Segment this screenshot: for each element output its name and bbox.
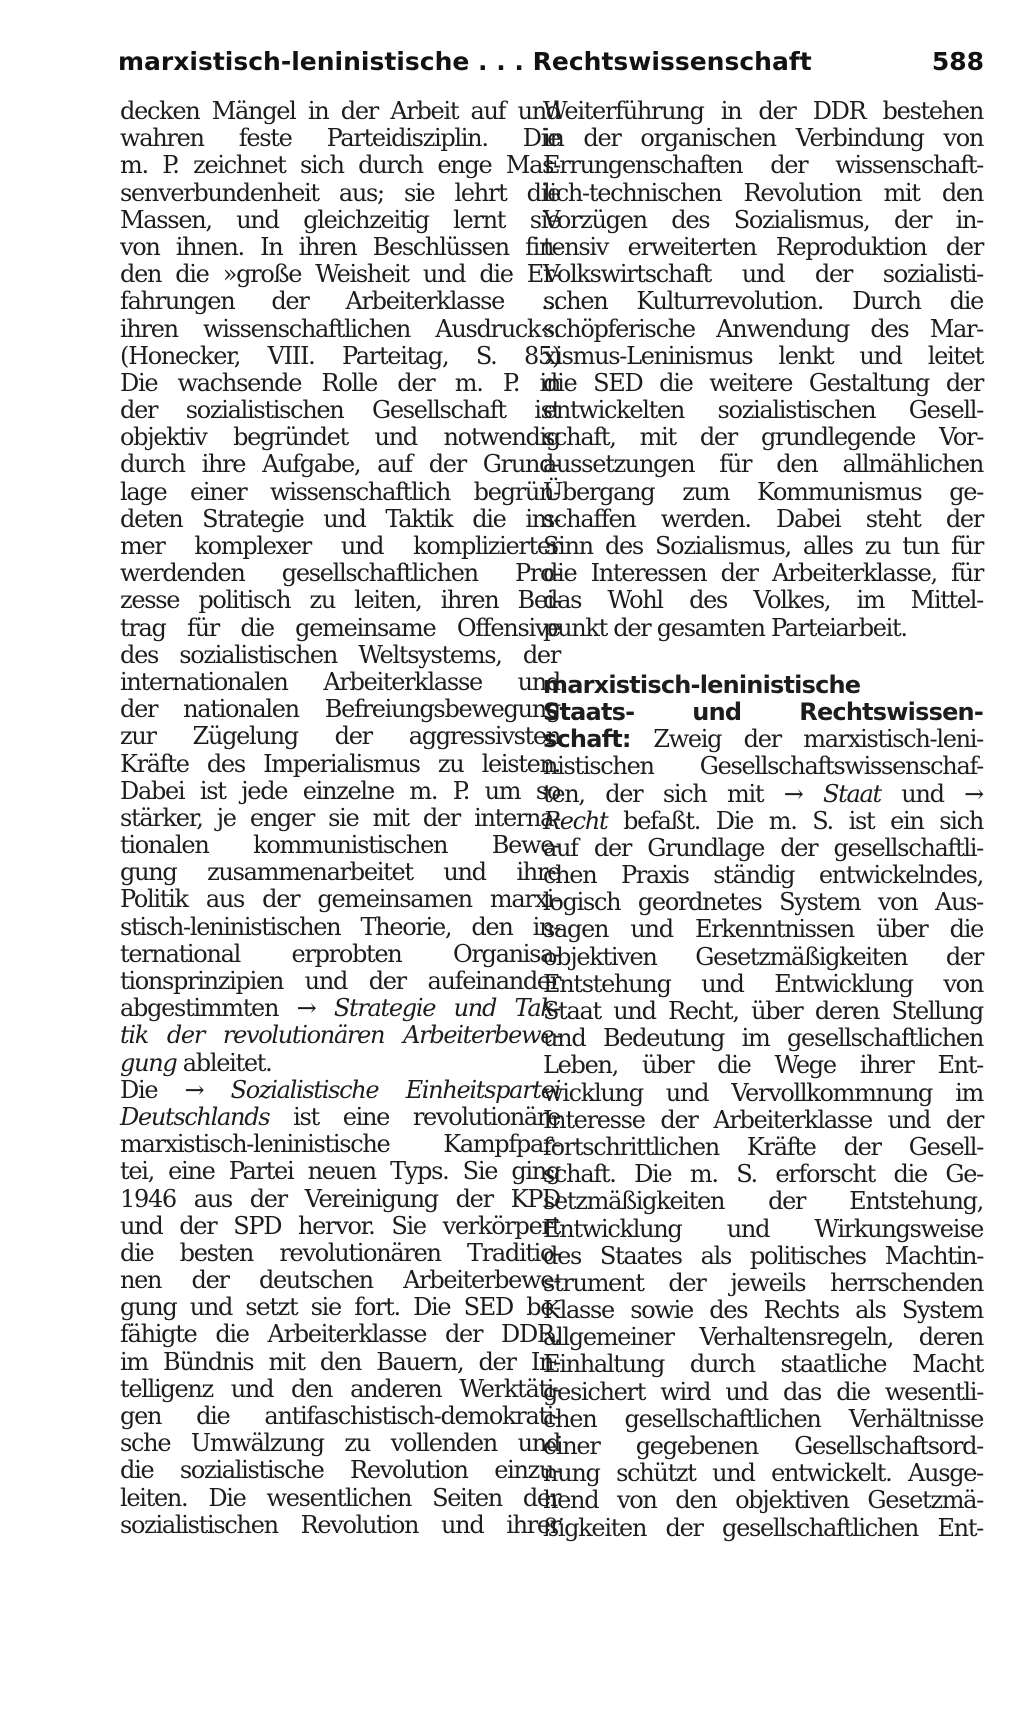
text-line	[120, 914, 560, 941]
text-line	[120, 533, 560, 560]
cross-reference: Recht	[543, 806, 608, 835]
text-line	[120, 207, 560, 234]
text-line	[120, 1457, 560, 1484]
text-line	[543, 1515, 983, 1542]
text-segment: strument der jeweils herrschenden	[543, 1268, 983, 1297]
text-line	[543, 835, 983, 862]
text-segment: die sozialistische Revolution einzu-	[120, 1456, 560, 1485]
text-segment: ist eine revolutionäre	[269, 1102, 560, 1131]
text-segment: fähigte die Arbeiterklasse der DDR,	[120, 1320, 560, 1349]
text-segment: zesse politisch zu leiten, ihren Bei-	[120, 586, 560, 615]
text-segment: ableitet.	[176, 1048, 272, 1077]
text-segment: gesichert wird und das die wesentli-	[543, 1377, 983, 1406]
text-line	[543, 424, 983, 451]
text-line	[120, 1131, 560, 1158]
entry-headword: schaft:	[543, 725, 631, 754]
text-segment: xismus-Leninismus lenkt und leitet	[543, 341, 983, 370]
text-line	[543, 180, 983, 207]
text-segment: die SED die weitere Gestaltung der	[543, 368, 983, 397]
text-line	[543, 98, 983, 125]
text-line	[120, 152, 560, 179]
text-line	[543, 1433, 983, 1460]
text-line	[543, 533, 983, 560]
text-line	[120, 1186, 560, 1213]
text-line	[120, 343, 560, 370]
text-segment: gen die antifaschistisch-demokrati-	[120, 1402, 560, 1430]
text-line	[543, 1080, 983, 1107]
text-segment: Zweig der marxistisch-leni-	[630, 725, 983, 754]
text-line	[120, 125, 560, 152]
text-line	[120, 560, 560, 587]
paragraph-gap	[543, 642, 983, 672]
text-segment: Sinn des Sozialismus, alles zu tun für	[543, 532, 983, 560]
text-line	[543, 1188, 983, 1215]
text-line	[543, 1297, 983, 1324]
text-line	[543, 152, 983, 179]
page-number: 588	[931, 47, 984, 76]
text-segment: Entwicklung und Wirkungsweise	[543, 1214, 983, 1243]
text-segment: chen gesellschaftlichen Verhältnisse	[543, 1404, 983, 1433]
text-segment: Klasse sowie des Rechts als System	[543, 1296, 983, 1325]
text-segment: mer komplexer und komplizierter	[120, 532, 560, 560]
text-segment: lage einer wissenschaftlich begrün-	[120, 477, 560, 506]
text-line	[543, 862, 983, 889]
text-line	[543, 316, 983, 343]
text-line	[120, 1104, 560, 1131]
text-segment: schaft. Die m. S. erforscht die Ge-	[543, 1160, 983, 1189]
text-segment: trag für die gemeinsame Offensive	[120, 613, 560, 642]
running-head	[118, 42, 984, 82]
entry-headword: marxistisch-leninistische	[543, 670, 861, 699]
text-line	[543, 587, 983, 614]
text-line	[120, 587, 560, 614]
text-line	[120, 1158, 560, 1185]
text-line	[120, 1077, 560, 1104]
text-segment: Dabei ist jede einzelne m. P. um so	[120, 776, 560, 805]
cross-reference: tik der revolutionären Arbeiterbewe-	[120, 1021, 560, 1050]
text-line	[543, 1270, 983, 1297]
text-segment: 1946 aus der Vereinigung der KPD	[120, 1184, 560, 1213]
text-line	[543, 916, 983, 943]
text-line	[543, 615, 983, 642]
text-segment: tensiv erweiterten Reproduktion der	[543, 232, 983, 261]
text-segment: gung zusammenarbeitet und ihre	[120, 858, 560, 887]
text-line	[543, 971, 983, 998]
text-segment: chen Praxis ständig entwickelndes,	[543, 861, 983, 890]
text-segment: Kräfte des Imperialismus zu leisten.	[120, 749, 560, 778]
text-line	[120, 98, 560, 125]
text-segment: leiten. Die wesentlichen Seiten der	[120, 1483, 560, 1512]
text-line	[120, 968, 560, 995]
text-line	[120, 778, 560, 805]
text-line	[120, 995, 560, 1022]
text-segment: durch ihre Aufgabe, auf der Grund-	[120, 450, 560, 479]
left-text-column	[120, 98, 560, 1539]
text-segment: ten, der sich mit	[543, 779, 784, 808]
text-line	[543, 808, 983, 835]
text-line	[120, 1430, 560, 1457]
text-line	[120, 288, 560, 315]
text-line	[120, 1485, 560, 1512]
text-segment: Politik aus der gemeinsamen marxi-	[120, 885, 560, 914]
text-segment: sche Umwälzung zu vollenden und	[120, 1429, 560, 1458]
text-line	[543, 1487, 983, 1514]
text-line	[543, 889, 983, 916]
text-segment: objektiven Gesetzmäßigkeiten der	[543, 942, 983, 971]
text-segment: schen Kulturrevolution. Durch die	[543, 287, 983, 316]
text-segment: deten Strategie und Taktik die im-	[120, 504, 560, 533]
text-segment: fortschrittlichen Kräfte der Gesell-	[543, 1132, 983, 1161]
text-segment: objektiv begründet und notwendig	[120, 423, 560, 452]
text-line	[543, 1324, 983, 1351]
text-line	[120, 234, 560, 261]
text-segment: ternational erprobten Organisa-	[120, 939, 560, 968]
text-segment: schaffen werden. Dabei steht der	[543, 504, 983, 533]
text-segment: (Honecker, VIII. Parteitag, S. 85)	[120, 341, 560, 370]
text-segment: im Bündnis mit den Bauern, der In-	[120, 1347, 560, 1376]
text-line	[543, 506, 983, 533]
cross-reference: → Strategie und Tak-	[296, 994, 560, 1023]
text-line	[543, 998, 983, 1025]
text-segment: fahrungen der Arbeiterklasse ...	[120, 287, 560, 316]
text-line	[543, 699, 983, 726]
text-line	[120, 1022, 560, 1049]
text-line	[120, 615, 560, 642]
text-line	[120, 451, 560, 478]
text-segment: hend von den objektiven Gesetzmä-	[543, 1486, 983, 1515]
text-line	[120, 1213, 560, 1240]
text-segment: auf der Grundlage der gesellschaftli-	[543, 833, 983, 862]
text-segment: sozialistischen Revolution und ihrer	[120, 1510, 560, 1539]
text-line	[543, 1406, 983, 1433]
text-line	[120, 1403, 560, 1430]
text-segment: allgemeiner Verhaltensregeln, deren	[543, 1323, 983, 1352]
text-line	[120, 1294, 560, 1321]
text-line	[120, 316, 560, 343]
text-segment: aussetzungen für den allmählichen	[543, 450, 983, 479]
text-line	[543, 451, 983, 478]
text-line	[120, 479, 560, 506]
text-segment: stisch-leninistischen Theorie, den in-	[120, 912, 560, 941]
text-line	[543, 726, 983, 753]
text-segment: logisch geordnetes System von Aus-	[543, 888, 983, 917]
text-segment: das Wohl des Volkes, im Mittel-	[543, 586, 983, 615]
text-segment: Massen, und gleichzeitig lernt sie	[120, 205, 560, 234]
text-line	[543, 261, 983, 288]
text-segment: befaßt. Die m. S. ist ein sich	[607, 806, 983, 835]
text-line	[543, 1107, 983, 1134]
text-line	[120, 1240, 560, 1267]
text-segment: punkt der gesamten Parteiarbeit.	[543, 613, 907, 642]
text-segment: senverbundenheit aus; sie lehrt die	[120, 178, 560, 207]
text-segment: der sozialistischen Gesellschaft ist	[120, 396, 560, 425]
text-segment: von ihnen. In ihren Beschlüssen fin-	[120, 232, 560, 261]
text-segment: wahren feste Parteidisziplin. Die	[120, 124, 560, 153]
cross-reference: Deutschlands	[120, 1102, 270, 1131]
text-segment: Einhaltung durch staatliche Macht	[543, 1350, 983, 1379]
text-segment: m. P. zeichnet sich durch enge Mas-	[120, 151, 560, 180]
text-line	[543, 560, 983, 587]
text-segment: und der SPD hervor. Sie verkörpert	[120, 1211, 560, 1240]
text-segment: abgestimmten	[120, 994, 297, 1023]
cross-reference: gung	[120, 1048, 177, 1077]
text-segment: in der organischen Verbindung von	[543, 124, 983, 153]
text-segment: werdenden gesellschaftlichen Pro-	[120, 559, 560, 588]
text-line	[543, 234, 983, 261]
text-line	[543, 944, 983, 971]
text-segment: nistischen Gesellschaftswissenschaf-	[543, 752, 983, 781]
text-line	[543, 288, 983, 315]
text-line	[120, 261, 560, 288]
text-segment: der nationalen Befreiungsbewegung	[120, 695, 560, 724]
text-segment: internationalen Arbeiterklasse und	[120, 667, 560, 696]
text-line	[120, 1050, 560, 1077]
text-line	[120, 859, 560, 886]
text-segment: die besten revolutionären Traditio-	[120, 1238, 560, 1267]
text-segment: Vorzügen des Sozialismus, der in-	[543, 205, 983, 234]
text-segment: schaft, mit der grundlegende Vor-	[543, 423, 983, 452]
text-line	[120, 886, 560, 913]
text-segment: setzmäßigkeiten der Entstehung,	[543, 1187, 983, 1216]
text-line	[543, 479, 983, 506]
text-line	[120, 1349, 560, 1376]
text-line	[543, 1351, 983, 1378]
text-line	[543, 1460, 983, 1487]
text-segment: Volkswirtschaft und der sozialisti-	[543, 260, 983, 289]
entry-headword: Staats- und Rechtswissen-	[543, 697, 983, 726]
text-segment: Staat und Recht, über deren Stellung	[543, 997, 983, 1025]
running-head-title: marxistisch-leninistische . . . Rechtswissenschaft	[118, 47, 812, 76]
text-line	[120, 180, 560, 207]
cross-reference: → Sozialistische Einheitspartei	[184, 1075, 560, 1104]
cross-reference: → Staat	[783, 779, 881, 808]
text-line	[120, 669, 560, 696]
text-segment: nung schützt und entwickelt. Ausge-	[543, 1459, 983, 1488]
text-line	[120, 1512, 560, 1539]
text-segment: den die »große Weisheit und die Er-	[120, 260, 560, 289]
right-text-column	[543, 98, 983, 1542]
text-line	[543, 397, 983, 424]
text-segment: entwickelten sozialistischen Gesell-	[543, 396, 983, 425]
text-line	[543, 1216, 983, 1243]
text-line	[543, 207, 983, 234]
text-line	[543, 1243, 983, 1270]
text-segment: marxistisch-leninistische Kampfpar-	[120, 1130, 560, 1159]
text-line	[120, 370, 560, 397]
text-line	[120, 424, 560, 451]
text-line	[543, 753, 983, 780]
text-segment: telligenz und den anderen Werktäti-	[120, 1374, 560, 1403]
text-line	[120, 805, 560, 832]
text-segment: Errungenschaften der wissenschaft-	[543, 151, 983, 180]
text-segment: ßigkeiten der gesellschaftlichen Ent-	[543, 1513, 983, 1542]
text-segment: decken Mängel in der Arbeit auf und	[120, 97, 560, 125]
text-line	[543, 1379, 983, 1406]
text-segment: ihren wissenschaftlichen Ausdruck«.	[120, 314, 560, 343]
text-line	[543, 672, 983, 699]
text-segment: sagen und Erkenntnissen über die	[543, 915, 983, 944]
cross-reference: →	[964, 779, 983, 808]
text-line	[120, 1267, 560, 1294]
text-line	[120, 642, 560, 669]
text-line	[120, 723, 560, 750]
text-line	[543, 781, 983, 808]
text-segment: und Bedeutung im gesellschaftlichen	[543, 1024, 983, 1053]
text-segment: Entstehung und Entwicklung von	[543, 969, 983, 998]
text-line	[543, 1052, 983, 1079]
text-line	[543, 125, 983, 152]
text-segment: gung und setzt sie fort. Die SED be-	[120, 1293, 560, 1322]
text-line	[120, 1321, 560, 1348]
text-line	[120, 506, 560, 533]
text-segment: einer gegebenen Gesellschaftsord-	[543, 1432, 983, 1460]
text-segment: des Staates als politisches Machtin-	[543, 1241, 983, 1270]
text-segment: des sozialistischen Weltsystems, der	[120, 640, 560, 669]
text-segment: Leben, über die Wege ihrer Ent-	[543, 1051, 983, 1080]
text-segment: Übergang zum Kommunismus ge-	[543, 477, 983, 506]
text-line	[120, 751, 560, 778]
text-segment: Die	[120, 1075, 185, 1104]
text-segment: Weiterführung in der DDR bestehen	[543, 97, 983, 125]
text-line	[120, 832, 560, 859]
text-line	[120, 397, 560, 424]
text-segment: und	[880, 779, 965, 808]
text-line	[543, 343, 983, 370]
text-segment: Die wachsende Rolle der m. P. in	[120, 368, 560, 397]
text-segment: tei, eine Partei neuen Typs. Sie ging	[120, 1157, 560, 1186]
text-segment: die Interessen der Arbeiterklasse, für	[543, 559, 983, 588]
text-line	[543, 1161, 983, 1188]
text-line	[120, 696, 560, 723]
text-segment: stärker, je enger sie mit der interna-	[120, 803, 560, 832]
text-segment: Interesse der Arbeiterklasse und der	[543, 1105, 983, 1134]
text-segment: nen der deutschen Arbeiterbewe-	[120, 1266, 560, 1295]
text-line	[120, 941, 560, 968]
text-line	[120, 1376, 560, 1403]
text-segment: wicklung und Vervollkommnung im	[543, 1078, 983, 1107]
text-segment: tionsprinzipien und der aufeinander	[120, 967, 560, 995]
text-segment: tionalen kommunistischen Bewe-	[120, 831, 560, 860]
text-line	[543, 1025, 983, 1052]
text-segment: schöpferische Anwendung des Mar-	[543, 314, 983, 343]
text-line	[543, 1134, 983, 1161]
text-line	[543, 370, 983, 397]
text-segment: lich-technischen Revolution mit den	[543, 178, 983, 207]
text-segment: zur Zügelung der aggressivsten	[120, 722, 560, 751]
